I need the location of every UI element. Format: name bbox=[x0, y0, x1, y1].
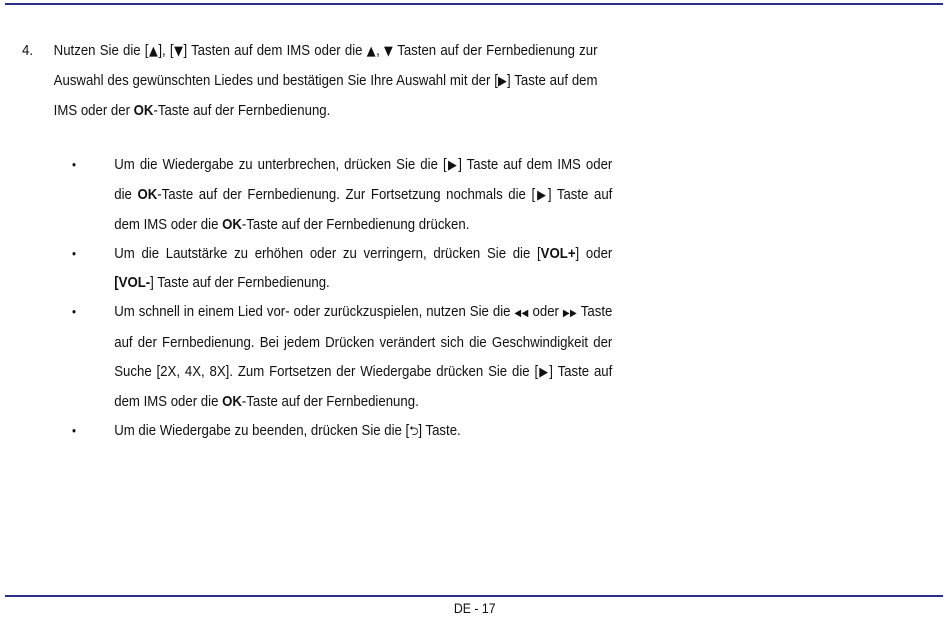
back-icon: ⮌ bbox=[409, 424, 419, 439]
ok-key: OK bbox=[222, 393, 242, 410]
down-triangle-icon: ▼ bbox=[383, 44, 394, 59]
up-arrow-icon: ▲ bbox=[148, 44, 159, 59]
text-run: ] Taste. bbox=[418, 422, 461, 439]
ok-key: OK bbox=[222, 216, 242, 233]
step-text bbox=[54, 36, 598, 125]
list-item-text bbox=[114, 239, 612, 297]
top-rule bbox=[5, 3, 943, 5]
text-run: Um schnell in einem Lied vor- oder zurückzuspielen, nutzen Sie die bbox=[114, 303, 515, 320]
list-item bbox=[72, 416, 612, 446]
bullet-icon: • bbox=[72, 304, 77, 319]
page-number: DE - 17 bbox=[454, 600, 496, 616]
text-run: , bbox=[376, 42, 384, 59]
text-run: oder bbox=[528, 303, 563, 320]
text-run: ] Taste auf dem IMS oder die bbox=[114, 363, 613, 410]
play-icon: ▶ bbox=[497, 74, 508, 89]
text-run: Um die Wiedergabe zu unterbrechen, drücken Sie die [ bbox=[114, 156, 447, 173]
list-item-text bbox=[114, 297, 612, 416]
bullet-icon: • bbox=[72, 157, 77, 172]
list-item-text bbox=[114, 150, 612, 239]
vol-plus-key: VOL+ bbox=[540, 245, 576, 262]
step-4 bbox=[22, 36, 598, 125]
list-item bbox=[72, 297, 612, 416]
down-arrow-icon: ▼ bbox=[173, 44, 184, 59]
up-triangle-icon: ▲ bbox=[366, 44, 377, 59]
page-footer bbox=[0, 598, 950, 618]
text-run: ] Taste auf der Fernbedienung. bbox=[150, 274, 330, 291]
text-run: ] Taste auf dem IMS oder die bbox=[114, 156, 613, 203]
rewind-icon: ◀◀ bbox=[514, 308, 529, 319]
text-run: -Taste auf der Fernbedienung. bbox=[241, 393, 419, 410]
text-run: ] oder bbox=[575, 245, 613, 262]
fast-forward-icon: ▶▶ bbox=[562, 308, 578, 319]
text-run: Um die Lautstärke zu erhöhen oder zu verringern, drücken Sie die [ bbox=[114, 245, 541, 262]
ok-key: OK bbox=[133, 102, 154, 119]
list-item bbox=[72, 150, 612, 239]
bullet-icon: • bbox=[72, 246, 77, 261]
text-run: ] Taste auf dem IMS oder der bbox=[53, 72, 598, 119]
text-run: -Taste auf der Fernbedienung. Zur Fortsetzung nochmals die [ bbox=[157, 186, 536, 203]
ok-key: OK bbox=[137, 186, 158, 203]
bullet-icon: • bbox=[72, 423, 77, 438]
vol-minus-key: [VOL- bbox=[114, 274, 151, 291]
text-run: ] Tasten auf dem IMS oder die bbox=[183, 42, 367, 59]
play-icon: ▶ bbox=[446, 158, 459, 173]
step-number: 4. bbox=[22, 42, 34, 59]
text-run: Um die Wiedergabe zu beenden, drücken Sie die [ bbox=[114, 422, 410, 439]
text-run: -Taste auf der Fernbedienung drücken. bbox=[241, 216, 470, 233]
list-item-text bbox=[114, 416, 612, 446]
text-run: Nutzen Sie die [ bbox=[53, 42, 149, 59]
play-icon: ▶ bbox=[538, 365, 550, 380]
text-run: -Taste auf der Fernbedienung. bbox=[153, 102, 331, 119]
play-icon: ▶ bbox=[535, 188, 548, 203]
bullet-list bbox=[72, 150, 612, 446]
text-run: ], [ bbox=[158, 42, 174, 59]
text-run: ] Taste auf dem IMS oder die bbox=[114, 186, 613, 233]
text-run: Taste auf der Fernbedienung. Bei jedem Drücken verändert sich die Geschwindigkeit der Suche [2X, 4X, 8X]. Zum Fortsetzen der Wiedergabe drücken Sie die [ bbox=[114, 303, 613, 380]
bottom-rule bbox=[5, 595, 943, 597]
text-run: Tasten auf der Fernbedienung zur Auswahl des gewünschten Liedes und bestätigen Sie Ihre Auswahl mit der [ bbox=[53, 42, 598, 89]
list-item bbox=[72, 239, 612, 297]
